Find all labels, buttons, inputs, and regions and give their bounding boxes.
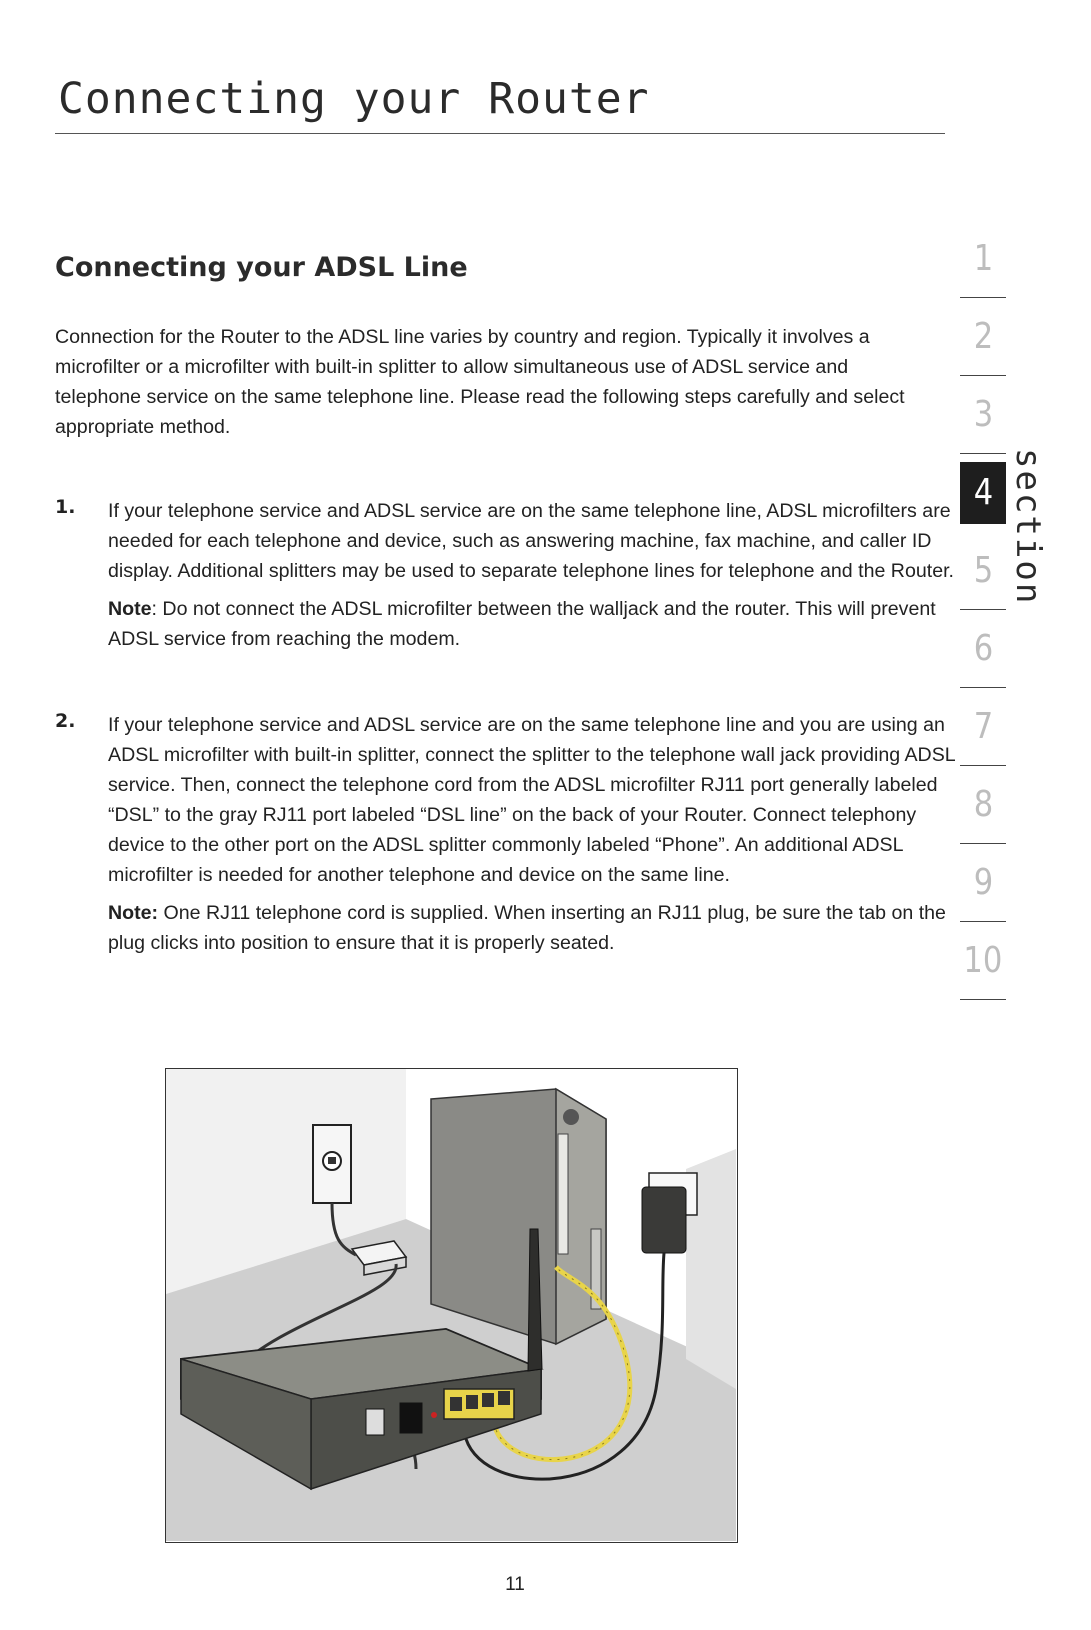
router-connection-illustration xyxy=(165,1068,738,1543)
step-text: If your telephone service and ADSL service are on the same telephone line and you are using an ADSL microfilter with built-in splitter, connect the splitter to the telephone wall jack providing ADSL service. Then, connect the telephone cord from the ADSL microfilter RJ11 port generally labeled “DSL” to the gray RJ11 port labeled “DSL line” on the back of your Router. Connect telephony device to the other port on the ADSL splitter commonly labeled “Phone”. An additional ADSL microfilter is needed for another telephone and device on the same line. xyxy=(108,714,955,886)
section-nav-item-10[interactable]: 10 xyxy=(960,922,1006,1000)
step-number: 2. xyxy=(55,710,76,732)
step-body xyxy=(108,710,958,958)
section-nav-item-6[interactable]: 6 xyxy=(960,610,1006,688)
section-nav-item-2[interactable]: 2 xyxy=(960,298,1006,376)
note-label: Note xyxy=(108,598,152,620)
section-nav-item-4[interactable]: 4 xyxy=(960,462,1006,524)
section-nav-item-7[interactable]: 7 xyxy=(960,688,1006,766)
section-nav-item-3[interactable]: 3 xyxy=(960,376,1006,454)
note-label: Note: xyxy=(108,902,159,924)
section-nav-item-9[interactable]: 9 xyxy=(960,844,1006,922)
section-nav-item-5[interactable]: 5 xyxy=(960,532,1006,610)
step-text: If your telephone service and ADSL service are on the same telephone line, ADSL microfilters are needed for each telephone and device, such as answering machine, fax machine, and caller ID display. Additional splitters may be used to separate telephone lines for telephone and the Router. xyxy=(108,500,954,582)
step-number: 1. xyxy=(55,496,76,518)
router-connection-drawing xyxy=(166,1069,736,1541)
section-nav-item-1[interactable]: 1 xyxy=(960,220,1006,298)
intro-paragraph: Connection for the Router to the ADSL line varies by country and region. Typically it involves a microfilter or a microfilter with built-in splitter to allow simultaneous use of ADSL service and telephone service on the same telephone line. Please read the following steps carefully and select appropriate method. xyxy=(55,326,905,438)
page-title: Connecting your Router xyxy=(58,74,650,124)
step-body xyxy=(108,496,958,654)
section-heading: Connecting your ADSL Line xyxy=(55,252,468,283)
title-divider xyxy=(55,133,945,134)
page-number: 11 xyxy=(505,1574,525,1595)
section-label: section xyxy=(1008,448,1048,606)
section-nav xyxy=(960,220,1010,1000)
step-note xyxy=(108,594,958,654)
note-body: One RJ11 telephone cord is supplied. When inserting an RJ11 plug, be sure the tab on the plug clicks into position to ensure that it is properly seated. xyxy=(108,902,946,954)
step-note xyxy=(108,898,958,958)
power-adapter xyxy=(642,1187,686,1253)
section-nav-item-8[interactable]: 8 xyxy=(960,766,1006,844)
note-body: : Do not connect the ADSL microfilter between the walljack and the router. This will prevent ADSL service from reaching the modem. xyxy=(108,598,936,650)
